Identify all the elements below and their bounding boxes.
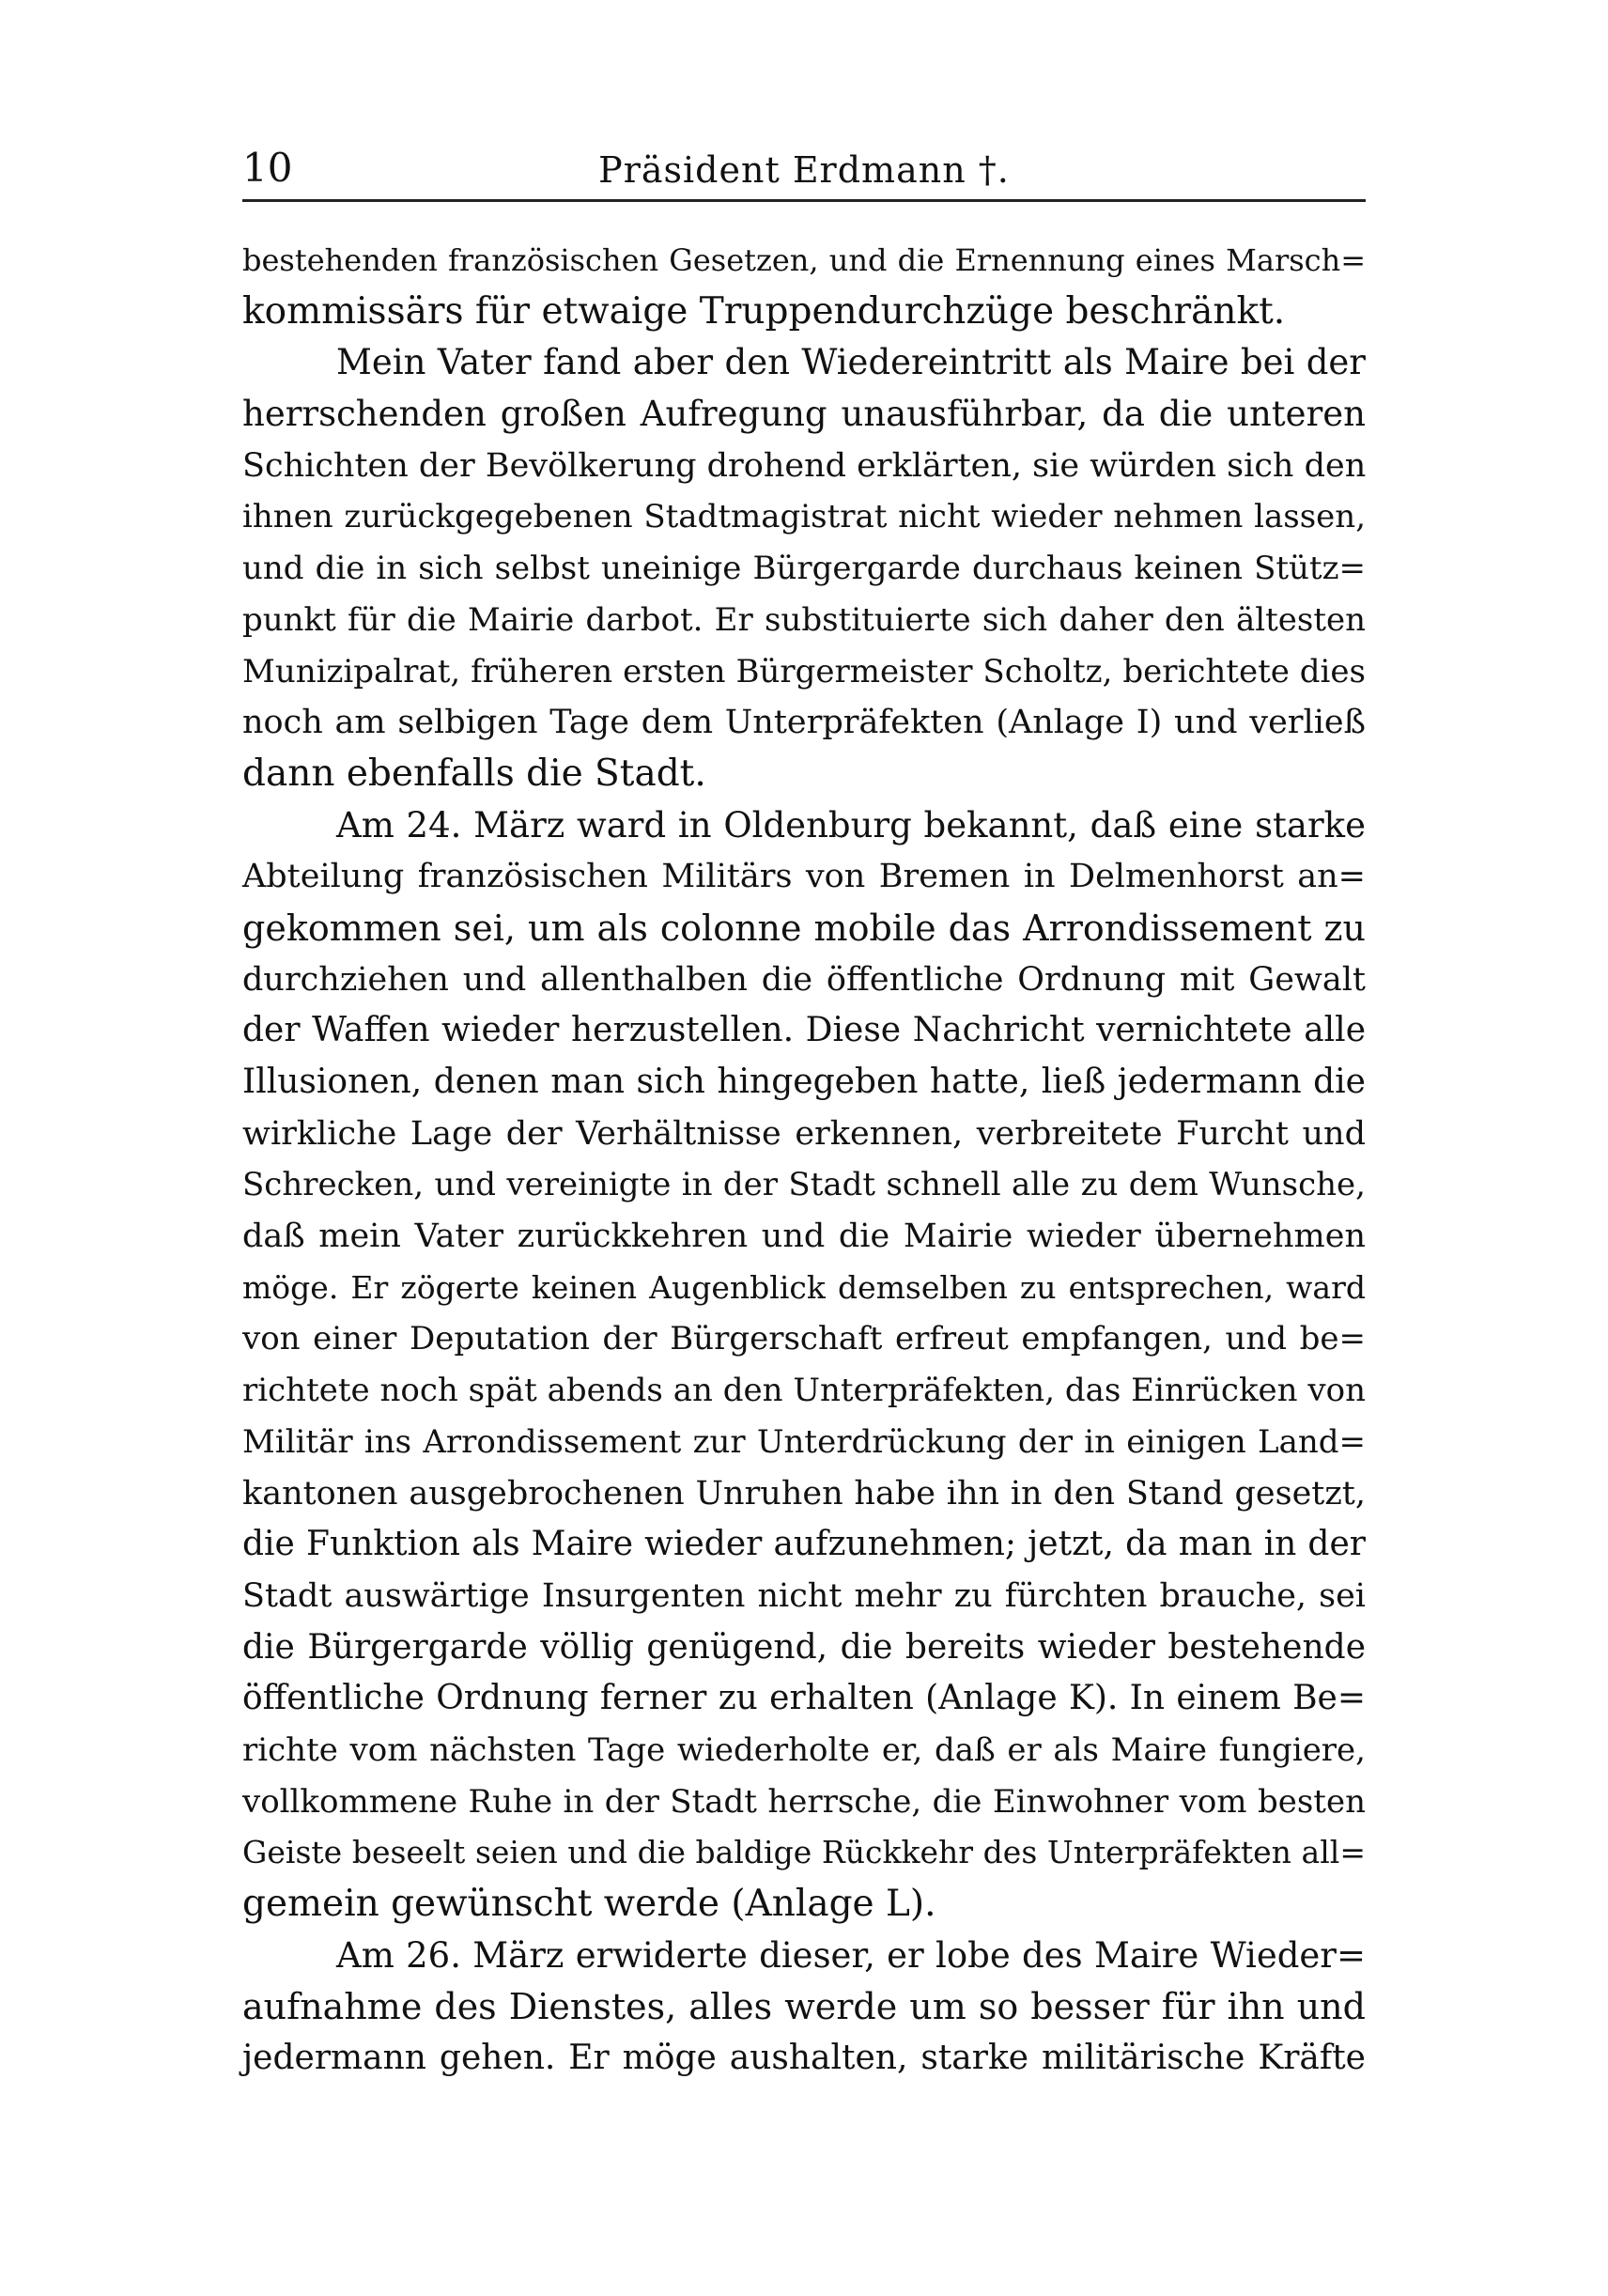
text-line: jedermann gehen. Er möge aushalten, starke militärische Kräfte bbox=[242, 2039, 1366, 2078]
text-line: Schichten der Bevölkerung drohend erklärten, sie würden sich den bbox=[242, 446, 1367, 485]
page-header bbox=[242, 141, 1366, 197]
text-line: daß mein Vater zurückkehren und die Mairie wieder übernehmen bbox=[242, 1218, 1366, 1256]
text-line: kantonen ausgebrochenen Unruhen habe ihn in den Stand gesetzt, bbox=[242, 1474, 1366, 1513]
text-line: richtete noch spät abends an den Unterpräfekten, das Einrücken von bbox=[242, 1372, 1366, 1410]
text-line: noch am selbigen Tage dem Unterpräfekten (Anlage I) und verließ bbox=[242, 704, 1366, 742]
text-line: dann ebenfalls die Stadt. bbox=[242, 752, 706, 795]
text-line: öffentliche Ordnung ferner zu erhalten (Anlage K). In einem Be= bbox=[242, 1679, 1366, 1718]
text-line: gemein gewünscht werde (Anlage L). bbox=[242, 1883, 936, 1925]
page-number: 10 bbox=[242, 145, 293, 191]
text-line: von einer Deputation der Bürgerschaft erfreut empfangen, und be= bbox=[242, 1320, 1366, 1358]
text-line: Am 24. März ward in Oldenburg bekannt, daß eine starke bbox=[336, 804, 1366, 845]
text-line: die Bürgergarde völlig genügend, die bereits wieder bestehende bbox=[242, 1627, 1366, 1667]
text-line: kommissärs für etwaige Truppendurchzüge beschränkt. bbox=[242, 289, 1286, 333]
text-line: herrschenden großen Aufregung unausführbar, da die unteren bbox=[242, 394, 1366, 435]
text-line: vollkommene Ruhe in der Stadt herrsche, die Einwohner vom besten bbox=[242, 1782, 1366, 1821]
text-line: Militär ins Arrondissement zur Unterdrückung der in einigen Land= bbox=[242, 1422, 1366, 1461]
text-line: Mein Vater fand aber den Wiedereintritt als Maire bei der bbox=[336, 342, 1366, 383]
text-line: bestehenden französischen Gesetzen, und die Ernennung eines Marsch= bbox=[242, 242, 1366, 278]
text-line: Am 26. März erwiderte dieser, er lobe des Maire Wieder= bbox=[336, 1934, 1366, 1976]
text-line: gekommen sei, um als colonne mobile das Arrondissement zu bbox=[242, 907, 1366, 949]
body-text bbox=[242, 235, 1366, 2085]
running-title: Präsident Erdmann †. bbox=[598, 149, 1010, 191]
text-line: Geiste beseelt seien und die baldige Rückkehr des Unterpräfekten all= bbox=[242, 1834, 1366, 1871]
text-line: Illusionen, denen man sich hingegeben hatte, ließ jedermann die bbox=[242, 1063, 1366, 1101]
text-line: wirkliche Lage der Verhältnisse erkennen, verbreitete Furcht und bbox=[242, 1114, 1366, 1153]
text-line: richte vom nächsten Tage wiederholte er, daß er als Maire fungiere, bbox=[242, 1730, 1366, 1769]
text-line: aufnahme des Dienstes, alles werde um so besser für ihn und bbox=[242, 1986, 1366, 2028]
text-line: punkt für die Mairie darbot. Er substituierte sich daher den ältesten bbox=[242, 600, 1366, 639]
text-line: möge. Er zögerte keinen Augenblick demselben zu entsprechen, ward bbox=[242, 1268, 1366, 1306]
text-line: der Waffen wieder herzustellen. Diese Nachricht vernichtete alle bbox=[242, 1011, 1366, 1050]
text-line: Abteilung französischen Militärs von Bremen in Delmenhorst an= bbox=[242, 858, 1366, 896]
text-line: durchziehen und allenthalben die öffentliche Ordnung mit Gewalt bbox=[242, 960, 1366, 999]
text-line: ihnen zurückgegebenen Stadtmagistrat nicht wieder nehmen lassen, bbox=[242, 498, 1366, 536]
text-line: die Funktion als Maire wieder aufzunehmen; jetzt, da man in der bbox=[242, 1525, 1366, 1564]
text-line: Munizipalrat, früheren ersten Bürgermeister Scholtz, berichtete dies bbox=[242, 652, 1366, 690]
text-line: und die in sich selbst uneinige Bürgergarde durchaus keinen Stütz= bbox=[242, 550, 1366, 588]
header-divider bbox=[242, 199, 1366, 202]
text-line: Schrecken, und vereinigte in der Stadt schnell alle zu dem Wunsche, bbox=[242, 1166, 1366, 1204]
text-line: Stadt auswärtige Insurgenten nicht mehr zu fürchten brauche, sei bbox=[242, 1576, 1366, 1615]
